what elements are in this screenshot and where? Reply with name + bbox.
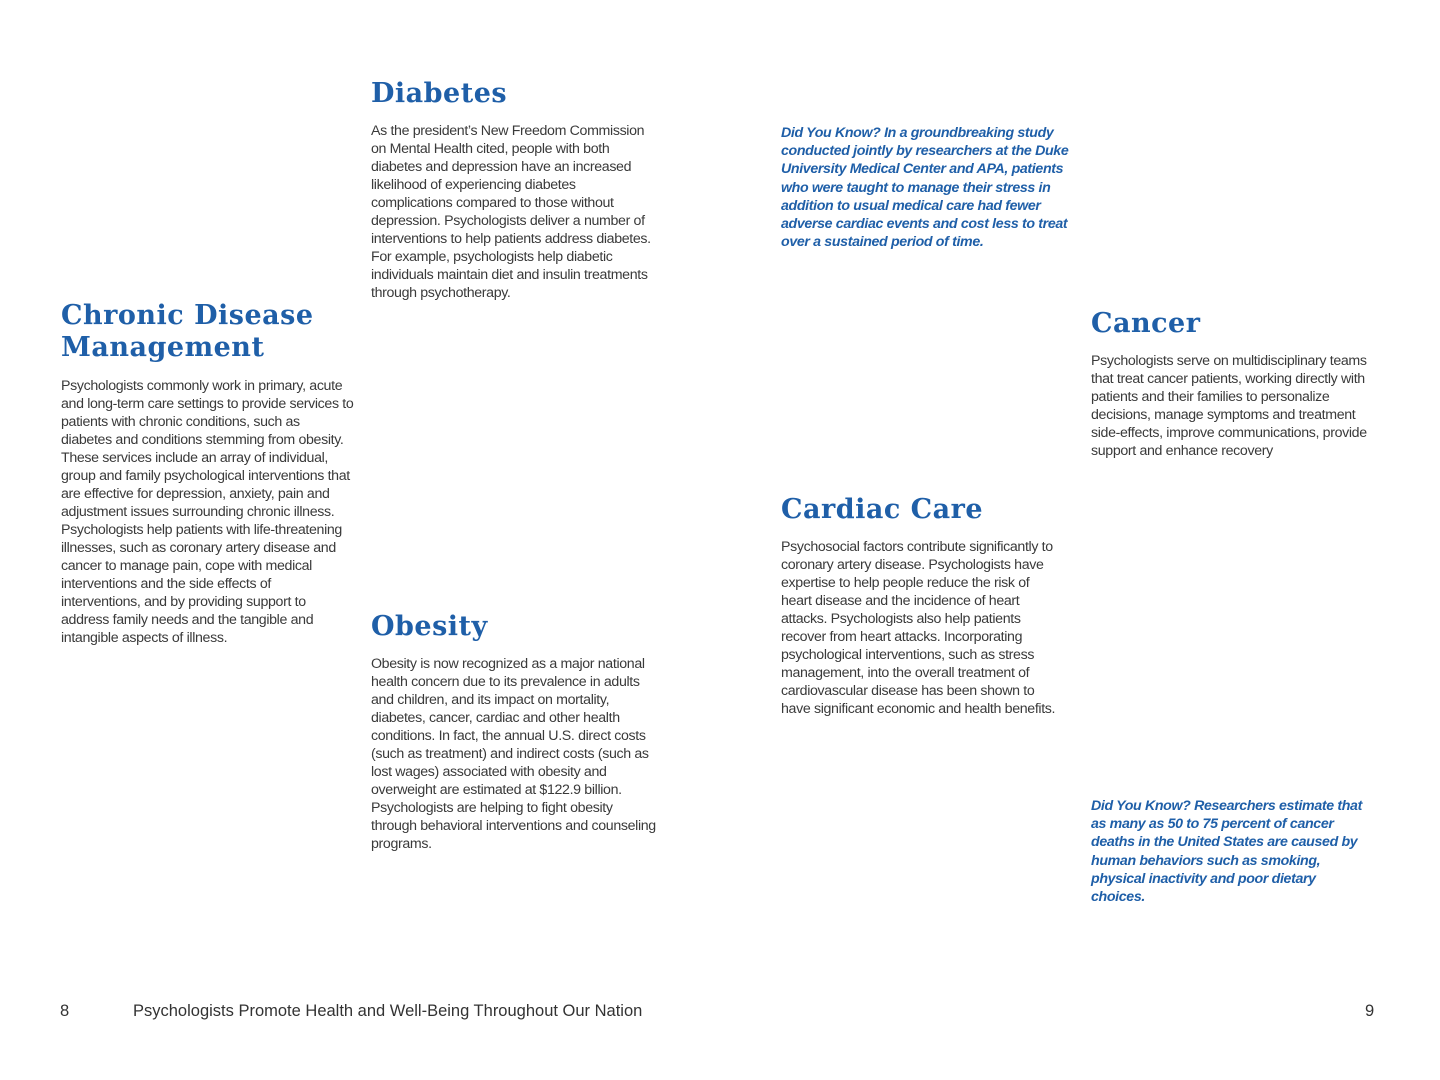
chronic-disease-section bbox=[61, 300, 354, 647]
did-you-know-cancer bbox=[1091, 797, 1373, 906]
footer-title: Psychologists Promote Health and Well-Being Throughout Our Nation bbox=[133, 1002, 643, 1020]
obesity-heading: Obesity bbox=[371, 611, 488, 642]
chronic-disease-body: Psychologists commonly work in primary, acute and long-term care settings to provide services to patients with chronic conditions, such as diabetes and conditions stemming from obesity. These services include an array of individual, group and family psychological interventions that are effective for depression, anxiety, pain and adjustment issues surrounding chronic illness. Psychologists help patients with life-threatening illnesses, such as coronary artery disease and cancer to manage pain, cope with medical interventions and the side effects of interventions, and by providing support to address family needs and the tangible and intangible aspects of illness. bbox=[61, 378, 354, 646]
cardiac-care-heading: Cardiac Care bbox=[781, 494, 984, 525]
cardiac-care-section bbox=[781, 494, 1063, 718]
obesity-section bbox=[371, 611, 656, 853]
chronic-disease-heading: Chronic Disease Management bbox=[61, 300, 314, 363]
cancer-section bbox=[1091, 308, 1373, 460]
diabetes-body: As the president’s New Freedom Commission on Mental Health cited, people with both diabetes and depression have an increased likelihood of experiencing diabetes complications compared to those without depression. Psychologists deliver a number of interventions to help patients address diabetes. For example, psychologists help diabetic individuals maintain diet and insulin treatments through psychotherapy. bbox=[371, 123, 651, 301]
obesity-body: Obesity is now recognized as a major national health concern due to its prevalence in adults and children, and its impact on mortality, diabetes, cancer, cardiac and other health conditions. In fact, the annual U.S. direct costs (such as treatment) and indirect costs (such as lost wages) associated with obesity and overweight are estimated at $122.9 billion. Psychologists are helping to fight obesity through behavioral interventions and counseling programs. bbox=[371, 656, 656, 852]
did-you-know-cardiac bbox=[781, 124, 1071, 251]
diabetes-heading: Diabetes bbox=[371, 78, 508, 109]
right-page-number: 9 bbox=[1365, 1002, 1375, 1020]
cancer-body: Psychologists serve on multidisciplinary teams that treat cancer patients, working directly with patients and their families to personalize decisions, manage symptoms and treatment side-effects, improve communications, provide support and enhance recovery bbox=[1091, 353, 1367, 459]
left-page-number: 8 bbox=[60, 1002, 70, 1020]
cancer-heading: Cancer bbox=[1091, 308, 1201, 339]
cardiac-care-body: Psychosocial factors contribute significantly to coronary artery disease. Psychologists have expertise to help people reduce the risk of heart disease and the incidence of heart attacks. Psychologists also help patients recover from heart attacks. Incorporating psychological interventions, such as stress management, into the overall treatment of cardiovascular disease has been shown to have significant economic and health benefits. bbox=[781, 539, 1056, 717]
diabetes-section bbox=[371, 78, 656, 302]
did-you-know-cardiac-text: Did You Know? In a groundbreaking study conducted jointly by researchers at the Duke University Medical Center and APA, patients who were taught to manage their stress in addition to usual medical care had fewer adverse cardiac events and cost less to treat over a sustained period of time. bbox=[781, 125, 1069, 251]
did-you-know-cancer-text: Did You Know? Researchers estimate that as many as 50 to 75 percent of cancer deaths in the United States are caused by human behaviors such as smoking, physical inactivity and poor dietary choices. bbox=[1091, 798, 1362, 906]
